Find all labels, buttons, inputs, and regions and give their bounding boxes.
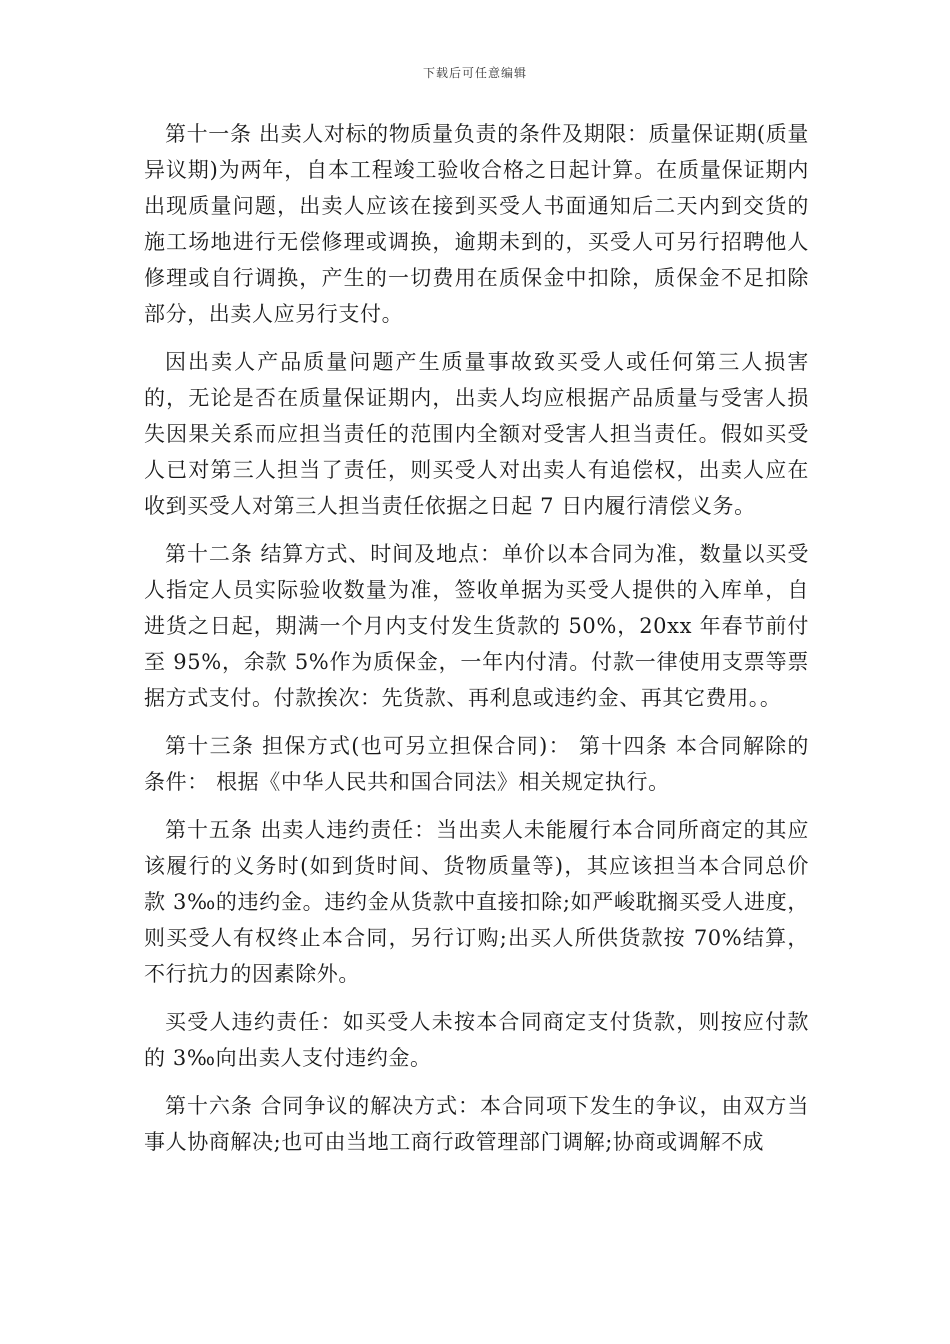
paragraph-buyer-liability: 买受人违约责任：如买受人未按本合同商定支付货款，则按应付款的 3‰向出卖人支付违约金。 [144,1010,809,1070]
paragraph-article-12: 第十二条 结算方式、时间及地点：单价以本合同为准，数量以买受人指定人员实际验收数量为准，签收单据为买受人提供的入库单，自进货之日起，期满一个月内支付发生货款的 50%，20xx 年春节前付至 95%，余款 5%作为质保金，一年内付清。付款一律使用支票等票据方式支付。付款挨次：先货款、再利息或违约金、再其它费用。。 [144,542,809,710]
paragraph-quality-liability: 因出卖人产品质量问题产生质量事故致买受人或任何第三人损害的，无论是否在质量保证期内，出卖人均应根据产品质量与受害人损失因果关系而应担当责任的范围内全额对受害人担当责任。假如买受人已对第三人担当了责任，则买受人对出卖人有追偿权，出卖人应在收到买受人对第三人担当责任依据之日起 7 日内履行清偿义务。 [144,350,809,518]
paragraph-article-11: 第十一条 出卖人对标的物质量负责的条件及期限：质量保证期(质量异议期)为两年，自本工程竣工验收合格之日起计算。在质量保证期内出现质量问题，出卖人应该在接到买受人书面通知后二天内到交货的施工场地进行无偿修理或调换，逾期未到的，买受人可另行招聘他人修理或自行调换，产生的一切费用在质保金中扣除，质保金不足扣除部分，出卖人应另行支付。 [144,122,809,326]
paragraph-article-15: 第十五条 出卖人违约责任：当出卖人未能履行本合同所商定的其应该履行的义务时(如到货时间、货物质量等)，其应该担当本合同总价款 3‰的违约金。违约金从货款中直接扣除;如严峻耽搁买受人进度，则买受人有权终止本合同，另行订购;出买人所供货款按 70%结算，不行抗力的因素除外。 [144,818,809,986]
document-body [144,116,809,1172]
paragraph-article-16: 第十六条 合同争议的解决方式：本合同项下发生的争议，由双方当事人协商解决;也可由当地工商行政管理部门调解;协商或调解不成 [144,1094,809,1154]
paragraph-article-13-14: 第十三条 担保方式(也可另立担保合同)： 第十四条 本合同解除的条件： 根据《中华人民共和国合同法》相关规定执行。 [144,734,809,794]
page-header: 下载后可任意编辑 [422,66,527,80]
